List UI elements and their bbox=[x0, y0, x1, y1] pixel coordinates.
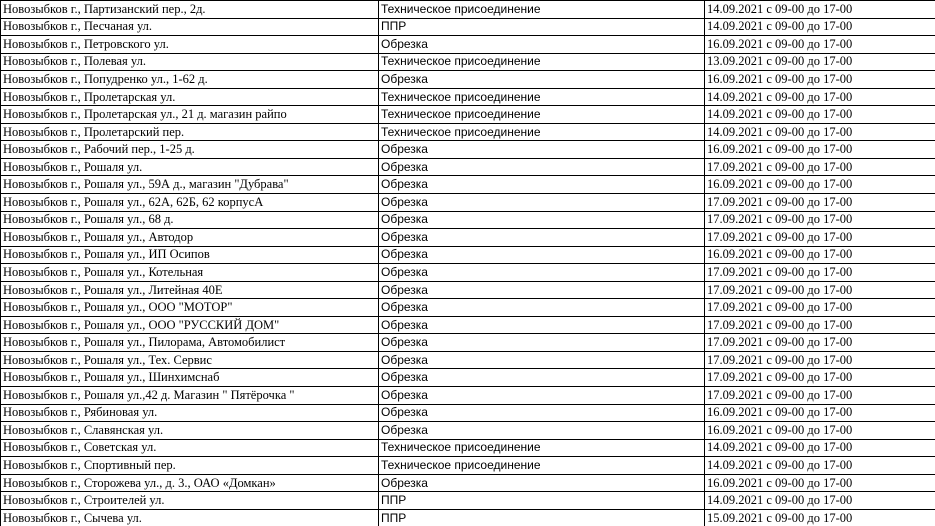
table-row bbox=[1, 141, 935, 159]
work-type-cell: Обрезка bbox=[379, 369, 705, 387]
table-row bbox=[1, 457, 935, 475]
date-time-cell: 17.09.2021 с 09-00 до 17-00 bbox=[705, 211, 935, 229]
address-cell: Новозыбков г., Полевая ул. bbox=[1, 53, 379, 71]
table-row bbox=[1, 334, 935, 352]
table-row bbox=[1, 422, 935, 440]
work-type-cell: ППР bbox=[379, 18, 705, 36]
address-cell: Новозыбков г., Рошаля ул., Литейная 40Е bbox=[1, 281, 379, 299]
date-time-cell: 16.09.2021 с 09-00 до 17-00 bbox=[705, 176, 935, 194]
date-time-cell: 16.09.2021 с 09-00 до 17-00 bbox=[705, 71, 935, 89]
table-row bbox=[1, 88, 935, 106]
address-cell: Новозыбков г., Партизанский пер., 2д. bbox=[1, 1, 379, 19]
address-cell: Новозыбков г., Рошаля ул., ИП Осипов bbox=[1, 246, 379, 264]
date-time-cell: 14.09.2021 с 09-00 до 17-00 bbox=[705, 457, 935, 475]
table-row bbox=[1, 281, 935, 299]
address-cell: Новозыбков г., Рошаля ул., Автодор bbox=[1, 229, 379, 247]
table-row bbox=[1, 492, 935, 510]
table-row bbox=[1, 369, 935, 387]
work-type-cell: Обрезка bbox=[379, 158, 705, 176]
address-cell: Новозыбков г., Рошаля ул., 62А, 62Б, 62 корпусА bbox=[1, 194, 379, 212]
date-time-cell: 17.09.2021 с 09-00 до 17-00 bbox=[705, 387, 935, 405]
date-time-cell: 17.09.2021 с 09-00 до 17-00 bbox=[705, 229, 935, 247]
table-row bbox=[1, 1, 935, 19]
address-cell: Новозыбков г., Рошаля ул., Шинхимснаб bbox=[1, 369, 379, 387]
table-row bbox=[1, 404, 935, 422]
date-time-cell: 13.09.2021 с 09-00 до 17-00 bbox=[705, 53, 935, 71]
address-cell: Новозыбков г., Славянская ул. bbox=[1, 422, 379, 440]
work-type-cell: Техническое присоединение bbox=[379, 123, 705, 141]
work-type-cell: Обрезка bbox=[379, 387, 705, 405]
address-cell: Новозыбков г., Спортивный пер. bbox=[1, 457, 379, 475]
work-type-cell: Обрезка bbox=[379, 299, 705, 317]
date-time-cell: 17.09.2021 с 09-00 до 17-00 bbox=[705, 369, 935, 387]
address-cell: Новозыбков г., Советская ул. bbox=[1, 439, 379, 457]
work-type-cell: Обрезка bbox=[379, 141, 705, 159]
table-row bbox=[1, 509, 935, 526]
date-time-cell: 16.09.2021 с 09-00 до 17-00 bbox=[705, 474, 935, 492]
table-row bbox=[1, 158, 935, 176]
work-type-cell: Обрезка bbox=[379, 281, 705, 299]
date-time-cell: 17.09.2021 с 09-00 до 17-00 bbox=[705, 299, 935, 317]
work-type-cell: Техническое присоединение bbox=[379, 88, 705, 106]
work-type-cell: Обрезка bbox=[379, 211, 705, 229]
date-time-cell: 17.09.2021 с 09-00 до 17-00 bbox=[705, 281, 935, 299]
address-cell: Новозыбков г., Рошаля ул. bbox=[1, 158, 379, 176]
address-cell: Новозыбков г., Рошаля ул., ООО "МОТОР" bbox=[1, 299, 379, 317]
table-row bbox=[1, 36, 935, 54]
work-type-cell: Техническое присоединение bbox=[379, 1, 705, 19]
work-type-cell: Обрезка bbox=[379, 316, 705, 334]
table-row bbox=[1, 387, 935, 405]
table-row bbox=[1, 71, 935, 89]
table-row bbox=[1, 176, 935, 194]
date-time-cell: 17.09.2021 с 09-00 до 17-00 bbox=[705, 194, 935, 212]
work-type-cell: Обрезка bbox=[379, 194, 705, 212]
address-cell: Новозыбков г., Рошаля ул., ООО "РУССКИЙ ДОМ" bbox=[1, 316, 379, 334]
work-type-cell: Обрезка bbox=[379, 474, 705, 492]
table-row bbox=[1, 299, 935, 317]
date-time-cell: 16.09.2021 с 09-00 до 17-00 bbox=[705, 246, 935, 264]
date-time-cell: 14.09.2021 с 09-00 до 17-00 bbox=[705, 106, 935, 124]
date-time-cell: 17.09.2021 с 09-00 до 17-00 bbox=[705, 158, 935, 176]
table-row bbox=[1, 53, 935, 71]
date-time-cell: 16.09.2021 с 09-00 до 17-00 bbox=[705, 404, 935, 422]
address-cell: Новозыбков г., Строителей ул. bbox=[1, 492, 379, 510]
date-time-cell: 17.09.2021 с 09-00 до 17-00 bbox=[705, 334, 935, 352]
address-cell: Новозыбков г., Попудренко ул., 1-62 д. bbox=[1, 71, 379, 89]
date-time-cell: 14.09.2021 с 09-00 до 17-00 bbox=[705, 439, 935, 457]
table-row bbox=[1, 351, 935, 369]
work-type-cell: Обрезка bbox=[379, 176, 705, 194]
table-row bbox=[1, 474, 935, 492]
table-row bbox=[1, 194, 935, 212]
table-row bbox=[1, 123, 935, 141]
work-type-cell: Обрезка bbox=[379, 351, 705, 369]
table-body bbox=[1, 1, 935, 526]
work-type-cell: Обрезка bbox=[379, 246, 705, 264]
work-type-cell: Техническое присоединение bbox=[379, 53, 705, 71]
date-time-cell: 17.09.2021 с 09-00 до 17-00 bbox=[705, 264, 935, 282]
work-type-cell: Техническое присоединение bbox=[379, 106, 705, 124]
date-time-cell: 16.09.2021 с 09-00 до 17-00 bbox=[705, 141, 935, 159]
work-type-cell: ППР bbox=[379, 492, 705, 510]
address-cell: Новозыбков г., Сычева ул. bbox=[1, 509, 379, 526]
date-time-cell: 16.09.2021 с 09-00 до 17-00 bbox=[705, 422, 935, 440]
table-row bbox=[1, 316, 935, 334]
address-cell: Новозыбков г., Рошаля ул., Пилорама, Автомобилист bbox=[1, 334, 379, 352]
work-type-cell: Обрезка bbox=[379, 71, 705, 89]
address-cell: Новозыбков г., Рошаля ул., Котельная bbox=[1, 264, 379, 282]
table-row bbox=[1, 106, 935, 124]
table-row bbox=[1, 439, 935, 457]
work-type-cell: Техническое присоединение bbox=[379, 439, 705, 457]
date-time-cell: 14.09.2021 с 09-00 до 17-00 bbox=[705, 18, 935, 36]
address-cell: Новозыбков г., Сторожева ул., д. 3., ОАО «Домкан» bbox=[1, 474, 379, 492]
address-cell: Новозыбков г., Рабочий пер., 1-25 д. bbox=[1, 141, 379, 159]
table-row bbox=[1, 211, 935, 229]
address-cell: Новозыбков г., Рошаля ул., 68 д. bbox=[1, 211, 379, 229]
date-time-cell: 15.09.2021 с 09-00 до 17-00 bbox=[705, 509, 935, 526]
date-time-cell: 17.09.2021 с 09-00 до 17-00 bbox=[705, 316, 935, 334]
work-type-cell: Обрезка bbox=[379, 422, 705, 440]
address-cell: Новозыбков г., Песчаная ул. bbox=[1, 18, 379, 36]
date-time-cell: 14.09.2021 с 09-00 до 17-00 bbox=[705, 88, 935, 106]
work-type-cell: Обрезка bbox=[379, 334, 705, 352]
address-cell: Новозыбков г., Пролетарская ул. bbox=[1, 88, 379, 106]
work-type-cell: Обрезка bbox=[379, 36, 705, 54]
table-row bbox=[1, 229, 935, 247]
date-time-cell: 14.09.2021 с 09-00 до 17-00 bbox=[705, 1, 935, 19]
work-type-cell: Техническое присоединение bbox=[379, 457, 705, 475]
address-cell: Новозыбков г., Рябиновая ул. bbox=[1, 404, 379, 422]
address-cell: Новозыбков г., Петровского ул. bbox=[1, 36, 379, 54]
date-time-cell: 16.09.2021 с 09-00 до 17-00 bbox=[705, 36, 935, 54]
address-cell: Новозыбков г., Рошаля ул., Тех. Сервис bbox=[1, 351, 379, 369]
work-type-cell: Обрезка bbox=[379, 229, 705, 247]
table-row bbox=[1, 246, 935, 264]
work-type-cell: ППР bbox=[379, 509, 705, 526]
work-type-cell: Обрезка bbox=[379, 264, 705, 282]
work-type-cell: Обрезка bbox=[379, 404, 705, 422]
date-time-cell: 14.09.2021 с 09-00 до 17-00 bbox=[705, 492, 935, 510]
table-row bbox=[1, 18, 935, 36]
address-cell: Новозыбков г., Рошаля ул.,42 д. Магазин " Пятёрочка " bbox=[1, 387, 379, 405]
table-row bbox=[1, 264, 935, 282]
address-cell: Новозыбков г., Пролетарская ул., 21 д. магазин райпо bbox=[1, 106, 379, 124]
date-time-cell: 17.09.2021 с 09-00 до 17-00 bbox=[705, 351, 935, 369]
address-cell: Новозыбков г., Рошаля ул., 59А д., магазин "Дубрава" bbox=[1, 176, 379, 194]
address-cell: Новозыбков г., Пролетарский пер. bbox=[1, 123, 379, 141]
date-time-cell: 14.09.2021 с 09-00 до 17-00 bbox=[705, 123, 935, 141]
